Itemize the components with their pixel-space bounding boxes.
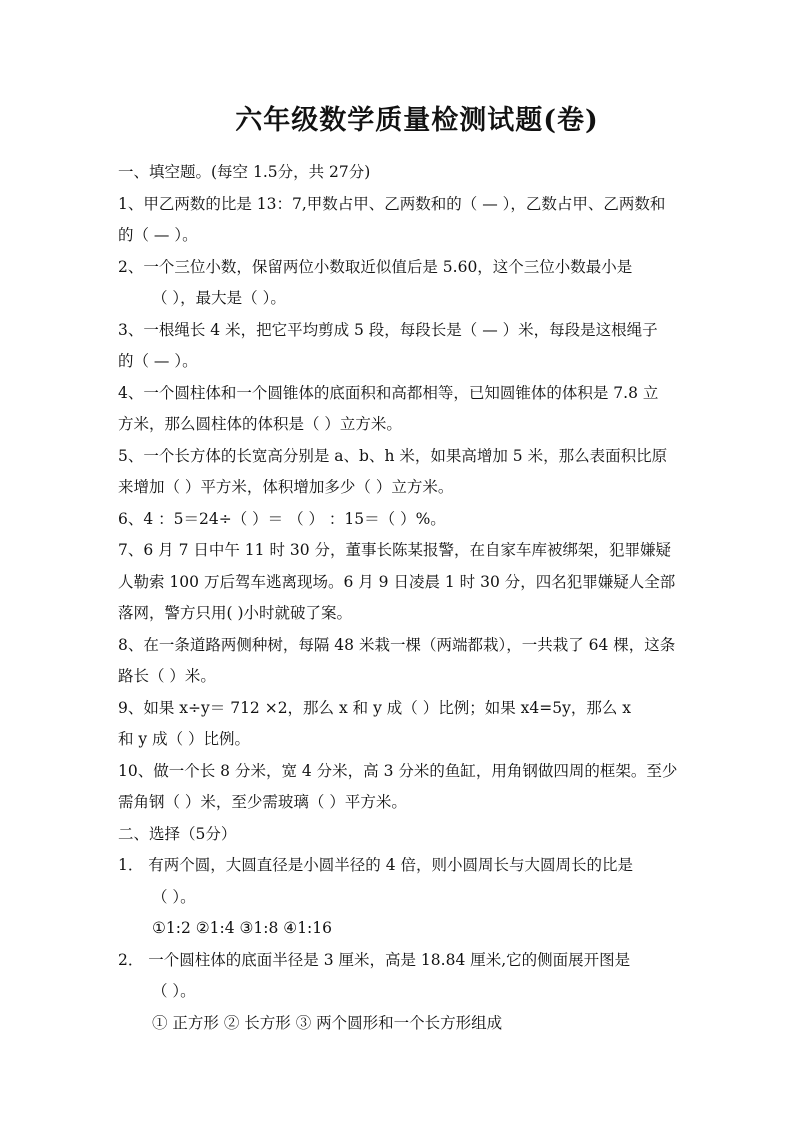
section-heading-fill-blank: 一、填空题。(每空 1.5分，共 27分) [118,163,371,181]
question-line: 1． 有两个圆，大圆直径是小圆半径的 4 倍，则小圆周长与大圆周长的比是 [118,856,634,874]
question-line: 6、4 ：5＝24÷（ ）＝ （ ） ：15＝（ ）%。 [118,510,446,528]
question-line: 的（ — ）。 [118,352,198,370]
question-line: （ ）。 [152,888,196,906]
page-title: 六年级数学质量检测试题(卷) [235,105,599,136]
question-line: 7、6 月 7 日中午 11 时 30 分，董事长陈某报警，在自家车库被绑架，犯罪嫌疑 [118,541,672,559]
question-line: 人勒索 100 万后驾车逃离现场。6 月 9 日凌晨 1 时 30 分，四名犯罪嫌疑人全部 [118,573,676,591]
question-line: 9、如果 x÷y＝ 712 ×2，那么 x 和 y 成（ ）比例；如果 x4=5y，那么 x [118,699,631,717]
question-line: 2、一个三位小数，保留两位小数取近似值后是 5.60，这个三位小数最小是 [118,258,633,276]
question-line: 1、甲乙两数的比是 13：7,甲数占甲、乙两数和的（ — ），乙数占甲、乙两数和 [118,195,666,213]
question-line: 2． 一个圆柱体的底面半径是 3 厘米，高是 18.84 厘米,它的侧面展开图是 [118,951,631,969]
question-line: 10、做一个长 8 分米，宽 4 分米，高 3 分米的鱼缸，用角钢做四周的框架。至少 [118,762,678,780]
question-line: （ ）。 [152,982,196,1000]
question-line: 来增加（ ）平方米，体积增加多少（ ）立方米。 [118,478,454,496]
question-line: 的（ — ）。 [118,226,198,244]
question-line: 8、在一条道路两侧种树，每隔 48 米栽一棵（两端都栽），一共栽了 64 棵，这条 [118,636,676,654]
question-line: 方米，那么圆柱体的体积是（ ）立方米。 [118,415,402,433]
question-line: 3、一根绳长 4 米，把它平均剪成 5 段，每段长是（ — ）米，每段是这根绳子 [118,321,658,339]
section-heading-choice: 二、选择（5分） [118,825,237,843]
answer-options: ① 正方形 ② 长方形 ③ 两个圆形和一个长方形组成 [152,1014,503,1032]
question-line: 路长（ ）米。 [118,667,216,685]
question-line: 5、一个长方体的长宽高分别是 a、b、h 米，如果高增加 5 米，那么表面积比原 [118,447,668,465]
answer-options: ①1:2 ②1:4 ③1:8 ④1:16 [152,919,333,937]
question-line: 4、一个圆柱体和一个圆锥体的底面积和高都相等，已知圆锥体的体积是 7.8 立 [118,384,659,402]
question-line: 和 y 成（ ）比例。 [118,730,251,748]
question-line: 落网，警方只用( )小时就破了案。 [118,604,353,622]
question-line: 需角钢（ ）米，至少需玻璃（ ）平方米。 [118,793,407,811]
question-line: （ ），最大是（ ）。 [152,289,286,307]
